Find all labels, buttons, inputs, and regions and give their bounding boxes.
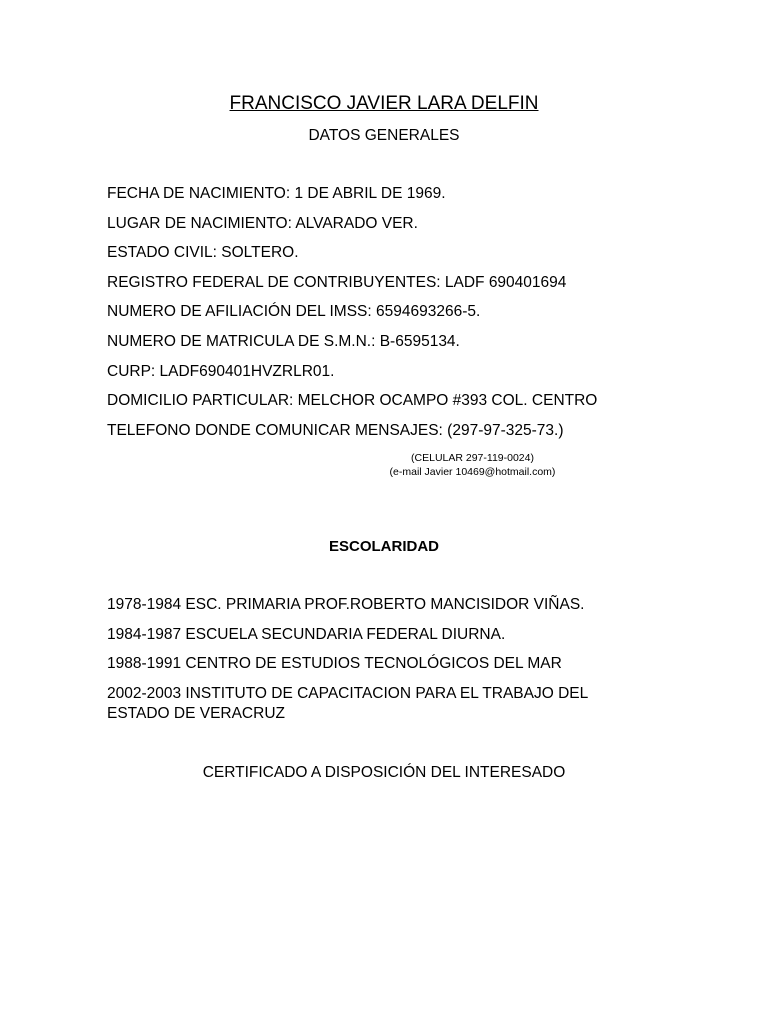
civil-status-line: ESTADO CIVIL: SOLTERO. <box>107 244 299 262</box>
email-note: (e-mail Javier 10469@hotmail.com) <box>389 466 556 478</box>
education-item: 1978-1984 ESC. PRIMARIA PROF.ROBERTO MANCISIDOR VIÑAS. <box>107 596 585 613</box>
certificate-note: CERTIFICADO A DISPOSICIÓN DEL INTERESADO <box>202 764 566 781</box>
education-list <box>107 595 667 733</box>
education-item: 1984-1987 ESCUELA SECUNDARIA FEDERAL DIURNA. <box>107 625 506 643</box>
education-heading: ESCOLARIDAD <box>328 538 439 555</box>
education-item: 1988-1991 CENTRO DE ESTUDIOS TECNOLÓGICOS DEL MAR <box>107 655 562 673</box>
imss-line: NUMERO DE AFILIACIÓN DEL IMSS: 6594693266-5. <box>107 303 481 321</box>
general-data-heading: DATOS GENERALES <box>308 127 460 144</box>
cellphone-note: (CELULAR 297-119-0024) <box>411 452 534 464</box>
general-data-list <box>107 184 667 450</box>
rfc-line: REGISTRO FEDERAL DE CONTRIBUYENTES: LADF 690401694 <box>107 273 567 291</box>
birth-place-line: LUGAR DE NACIMIENTO: ALVARADO VER. <box>107 214 418 232</box>
birth-date-line: FECHA DE NACIMIENTO: 1 DE ABRIL DE 1969. <box>107 185 446 202</box>
curp-line: CURP: LADF690401HVZRLR01. <box>107 362 335 380</box>
education-item: 2002-2003 INSTITUTO DE CAPACITACION PARA EL TRABAJO DEL ESTADO DE VERACRUZ <box>107 684 588 722</box>
phone-line: TELEFONO DONDE COMUNICAR MENSAJES: (297-97-325-73.) <box>107 421 564 439</box>
page-title: FRANCISCO JAVIER LARA DELFIN <box>229 93 539 114</box>
smn-line: NUMERO DE MATRICULA DE S.M.N.: B-6595134. <box>107 332 460 350</box>
address-line: DOMICILIO PARTICULAR: MELCHOR OCAMPO #393 COL. CENTRO <box>107 392 598 410</box>
